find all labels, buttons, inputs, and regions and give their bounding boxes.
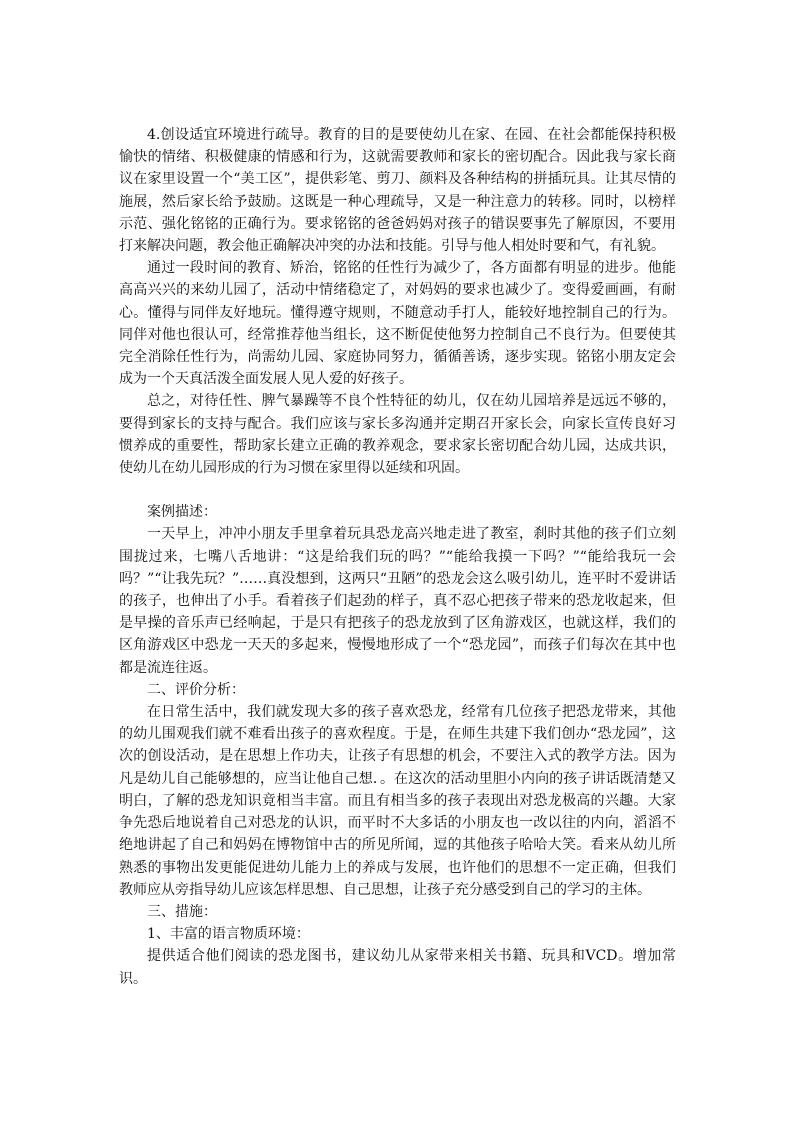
paragraph-progress: 通过一段时间的教育、矫治，铭铭的任性行为减少了，各方面都有明显的进步。他能高高兴兴的来幼儿园了，活动中情绪稳定了，对妈妈的要求也减少了。变得爱画画，有耐心。懂得与同伴友好地玩。懂得遵守规则，不随意动手打人，能较好地控制自己的行为。同伴对他也很认可，经常推荐他当组长，这不断促使他努力控制自己不良行为。但要使其完全消除任性行为，尚需幼儿园、家庭协同努力，循循善诱，逐步实现。铭铭小朋友定会成为一个天真活泼全面发展人见人爱的好孩子。 bbox=[119, 260, 676, 388]
paragraph-evaluation: 在日常生活中，我们就发现大多的孩子喜欢恐龙，经常有几位孩子把恐龙带来，其他的幼儿围观我们就不难看出孩子的喜欢程度。于是，在师生共建下我们创办“恐龙园”，这次的创设活动，是在思想上作功夫，让孩子有思想的机会，不要注入式的教学方法。因为凡是幼儿自己能够想的，应当让他自己想．。在这次的活动里胆小内向的孩子讲话既清楚又明白，了解的恐龙知识竟相当丰富。而且有相当多的孩子表现出对恐龙极高的兴趣。大家争先恐后地说着自己对恐龙的认识，而平时不大多话的小朋友也一改以往的内向，滔滔不绝地讲起了自己和妈妈在博物馆中古的所见所闻，逗的其他孩子哈哈大笑。看来从幼儿所熟悉的事物出发更能促进幼儿能力上的养成与发展，也许他们的思想不一定正确，但我们教师应从旁指导幼儿应该怎样思想、自己思想，让孩子充分感受到自己的学习的主体。 bbox=[119, 704, 676, 898]
heading-measures: 三、措施： bbox=[147, 903, 217, 920]
paragraph-case-description: 一天早上，冲冲小朋友手里拿着玩具恐龙高兴地走进了教室，刹时其他的孩子们立刻围拢过来，七嘴八舌地讲：“这是给我们玩的吗？”“能给我摸一下吗？”“能给我玩一会吗？”“让我先玩？”……真没想到，这两只“丑陋”的恐龙会这么吸引幼儿，连平时不爱讲话的孩子，也伸出了小手。看着孩子们起劲的样子，真不忍心把孩子带来的恐龙收起来，但是早操的音乐声已经响起，于是只有把孩子的恐龙放到了区角游戏区，也就这样，我们的区角游戏区中恐龙一天天的多起来，慢慢地形成了一个“恐龙园”，而孩子们每次在其中也都是流连往返。 bbox=[119, 526, 676, 676]
paragraph-summary: 总之，对待任性、脾气暴躁等不良个性特征的幼儿，仅在幼儿园培养是远远不够的，要得到家长的支持与配合。我们应该与家长多沟通并定期召开家长会，向家长宣传良好习惯养成的重要性，帮助家长建立正确的教养观念，要求家长密切配合幼儿园，达成共识，使幼儿在幼儿园形成的行为习惯在家里得以延续和巩固。 bbox=[119, 393, 676, 477]
heading-case-description: 案例描述： bbox=[147, 504, 217, 521]
paragraph-language-environment: 提供适合他们阅读的恐龙图书，建议幼儿从家带来相关书籍、玩具和VCD。增加常识。 bbox=[119, 948, 676, 987]
document-body bbox=[119, 124, 676, 990]
heading-evaluation: 二、评价分析： bbox=[147, 681, 245, 698]
paragraph-environment-guidance: 4.创设适宜环境进行疏导。教育的目的是要使幼儿在家、在园、在社会都能保持积极愉快的情绪、积极健康的情感和行为，这就需要教师和家长的密切配合。因此我与家长商议在家里设置一个“美工区”，提供彩笔、剪刀、颜料及各种结构的拼插玩具。让其尽情的施展，然后家长给予鼓励。这既是一种心理疏导，又是一种注意力的转移。同时，以榜样示范、强化铭铭的正确行为。要求铭铭的爸爸妈妈对孩子的错误要事先了解原因，不要用打来解决问题，教会他正确解决冲突的办法和技能。引导与他人相处时要和气，有礼貌。 bbox=[119, 127, 676, 255]
subheading-language-environment: 1、丰富的语言物质环境： bbox=[147, 926, 310, 943]
